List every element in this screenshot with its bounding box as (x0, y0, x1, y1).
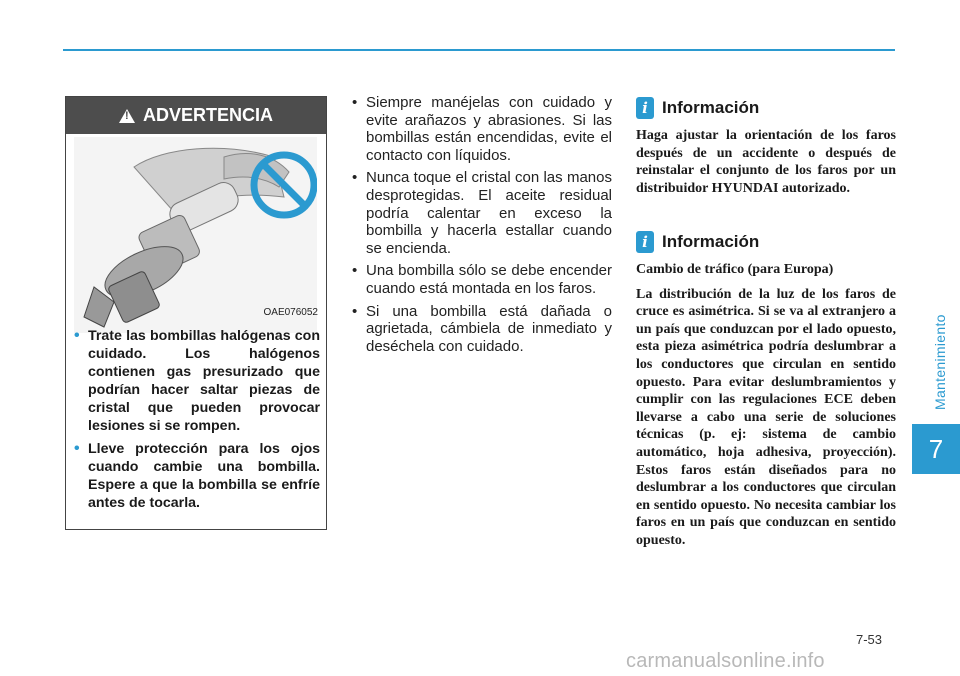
list-item: • Siempre manéjelas con cuidado y evite arañazos y abrasiones. Si las bombillas están encendidas, evite el contacto con líquidos. (352, 94, 612, 164)
info-text: La distribución de la luz de los faros de cruce es asimétrica. Si se va al extranjero a un país que conduzcan por el lado opuesto, esta pieza asimétrica podría deslumbrar a los conductores que circulan en sentido opuesto. Para evitar deslumbramientos y cumplir con las regulaciones ECE deben llevarse a cabo una serie de soluciones técnicas (p. ej: sistema de cambio automático, hoja adhesiva, proyección). Estos faros están diseñados para no deslumbrar a los conductores que circulan en sentido opuesto. No necesita cambiar los faros en un país que conduzcan en sentido opuesto. (636, 286, 896, 548)
warning-triangle-icon (119, 109, 135, 123)
info-icon: i (636, 231, 654, 253)
info-subtitle: Cambio de tráfico (para Europa) (636, 262, 834, 277)
list-item: • Una bombilla sólo se debe encender cuando está montada en los faros. (352, 262, 612, 297)
halogen-bulb-illustration (74, 137, 317, 333)
top-rule (63, 49, 895, 51)
chapter-label: Mantenimiento (932, 314, 948, 410)
warning-box (65, 96, 327, 530)
warning-item: • Trate las bombillas halógenas con cuidado. Los halógenos contienen gas presurizado que podrían hacer saltar piezas de cristal que pueden provocar lesiones si se rompen. (74, 327, 320, 435)
info-block-orientation (636, 97, 896, 204)
warning-item: • Lleve protección para los ojos cuando cambie una bombilla. Espere a que la bombilla se enfríe antes de tocarla. (74, 440, 320, 512)
chapter-number: 7 (912, 424, 960, 474)
watermark: carmanualsonline.info (626, 650, 825, 672)
info-title: Información (662, 98, 760, 117)
info-block-traffic (636, 231, 896, 557)
info-icon: i (636, 97, 654, 119)
list-item: • Nunca toque el cristal con las manos desprotegidas. El aceite residual podría calentar en exceso la bombilla y hacerla estallar cuando se encienda. (352, 169, 612, 257)
handling-list (352, 94, 612, 360)
warning-title: ADVERTENCIA (142, 105, 273, 125)
image-code: OAE076052 (263, 307, 318, 318)
info-text: Haga ajustar la orientación de los faros después de un accidente o después de reinstalar el conjunto de los faros por un distribuidor HYUNDAI autorizado. (636, 128, 896, 196)
warning-list (74, 327, 320, 517)
info-header (636, 231, 896, 253)
info-header (636, 97, 896, 119)
info-title: Información (662, 232, 760, 251)
list-item: • Si una bombilla está dañada o agrietada, cámbiela de inmediato y deséchela con cuidado. (352, 303, 612, 356)
page-number: 7-53 (856, 632, 883, 647)
warning-header (66, 97, 326, 134)
